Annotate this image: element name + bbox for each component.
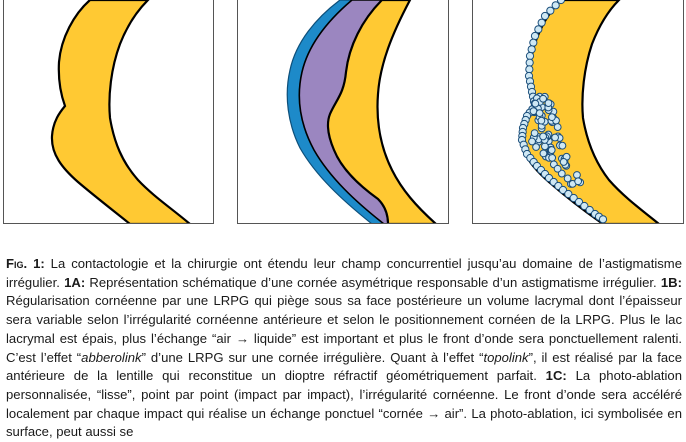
ablation-impact <box>554 124 561 131</box>
ablation-impact <box>549 154 556 161</box>
ablation-impact <box>538 19 545 26</box>
caption-label-1a: 1A: <box>64 274 86 290</box>
ablation-impact <box>552 134 559 141</box>
cornea-diagram-1c <box>473 0 684 224</box>
ablation-impact <box>554 165 561 172</box>
caption-label-1b: 1B: <box>660 274 682 290</box>
figure-caption <box>6 255 682 442</box>
ablation-impact <box>541 12 548 19</box>
caption-text-1b-part2: ” d’une LRPG sur une cornée irrégulière. Quant à l’effet “ <box>141 349 484 365</box>
ablation-impact <box>575 178 582 185</box>
figure-panel-1a <box>3 0 214 224</box>
term-abberolink: abberolink <box>81 349 142 365</box>
ablation-impact <box>540 95 547 102</box>
caption-text-1b-part1: Régularisation cornéenne par une LRPG qui piège sous sa face postérieure un volume lacrymal dont l’épaisseur sera variable selon l’irrégularité cornéenne antérieure et selon le positionnement cornéen de la LRPG. Plus le lac lacrymal est épais, plus l’échange “air → liquide” est important et plus le front d’onde sera ponctuellement ralenti. C’est l’effet “ <box>6 293 682 365</box>
caption-text-1a: Représentation schématique d’une cornée asymétrique responsable d’un astigmatisme irrégulier. <box>85 274 661 290</box>
ablation-impact <box>560 159 567 166</box>
caption-text-1b-part3: ”, il est réalisé par la face antérieure de la lentille qui reconstitue un dioptre réfractif géométriquement parfait. <box>6 349 682 384</box>
ablation-impact <box>536 110 543 117</box>
ablation-impact <box>564 175 571 182</box>
cornea-diagram-1b <box>238 0 449 224</box>
ablation-impact <box>526 59 533 66</box>
ablation-impact <box>540 133 547 140</box>
ablation-impact <box>538 117 545 124</box>
ablation-impact <box>531 130 538 137</box>
ablation-impact <box>532 100 539 107</box>
ablation-impact <box>531 32 538 39</box>
ablation-impact <box>526 66 533 73</box>
caption-intro: La contactologie et la chirurgie ont étendu leur champ concurrentiel jusqu’au domaine de l’astigmatisme irrégulier. <box>6 256 682 290</box>
cornea-diagram-1a <box>4 0 214 224</box>
ablation-impact <box>540 150 547 157</box>
figure-label: Fig. 1: <box>6 256 45 271</box>
caption-label-1c: 1C: <box>545 368 567 384</box>
caption-text-1c: La photo-ablation personnalisée, “lisse”, point par point (impact par impact), l’irrégularité cornéenne. Le front d’onde sera accéléré localement par chaque impact qui réalise un échange ponctuel “cornée → air”. La photo-ablation, ici symbolisée en surface, peut aussi se <box>6 368 682 440</box>
ablation-impact <box>526 52 533 59</box>
ablation-impact <box>559 142 566 149</box>
ablation-impact <box>599 216 606 223</box>
ablation-impact <box>535 26 542 33</box>
figure-panel-1c <box>472 0 684 224</box>
term-topolink: topolink <box>483 349 529 365</box>
ablation-impact <box>549 114 556 121</box>
ablation-impact <box>528 46 535 53</box>
figure-panel-1b <box>237 0 449 224</box>
ablation-impact <box>548 147 555 154</box>
ablation-impact <box>530 39 537 46</box>
ablation-impact <box>529 138 536 145</box>
ablation-impact <box>574 172 581 179</box>
irregular-cornea-shape <box>52 0 190 224</box>
